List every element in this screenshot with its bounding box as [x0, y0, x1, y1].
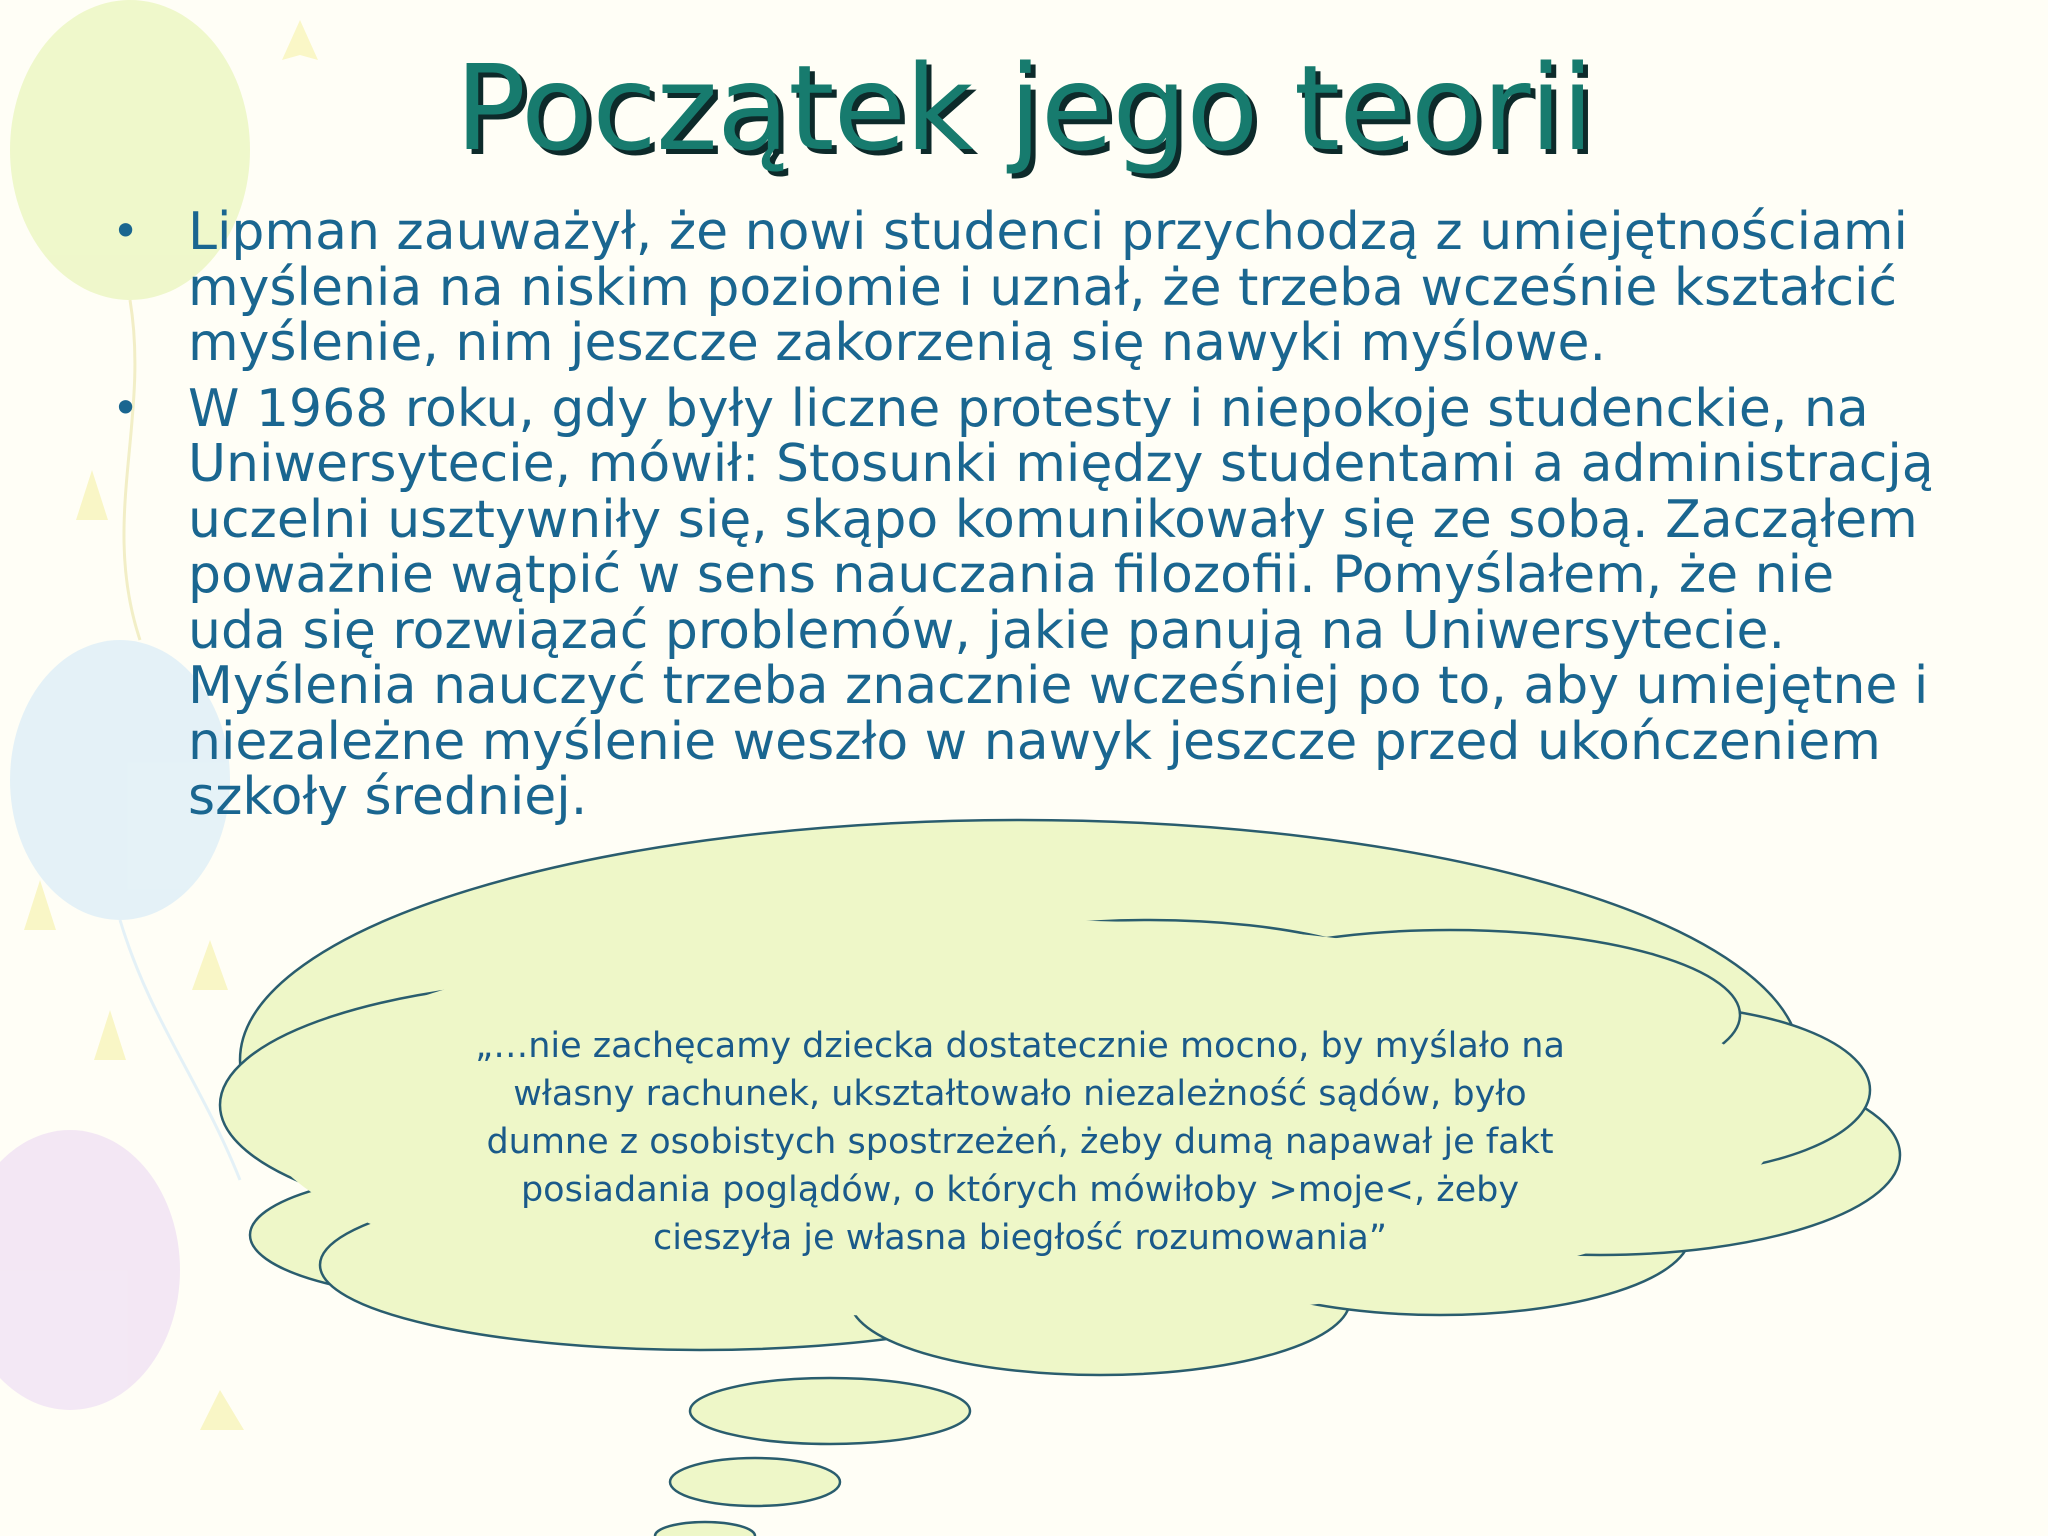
bullet-text: W 1968 roku, gdy były liczne protesty i niepokoje studenckie, na Uniwersytecie, mówił: Stosunki między studentami a administracją uczelni usztywniły się, skąpo komunikowały się ze sobą. Zacząłem poważnie wątpić w sens nauczania filozofii. Pomyślałem, że nie uda się rozwiązać problemów, jakie panują na Uniwersytecie. Myślenia nauczyć trzeba znacznie wcześniej po to, aby umiejętne i niezależne myślenie weszło w nawyk jeszcze przed ukończeniem szkoły średniej. [188, 378, 1934, 827]
thought-bubble-small [670, 1458, 840, 1506]
bullet-text: Lipman zauważył, że nowi studenci przychodzą z umiejętnościami myślenia na niskim poziomie i uznał, że trzeba wcześnie kształcić myślenie, nim jeszcze zakorzenią się nawyki myślowe. [188, 202, 1908, 373]
cloud-quote: „…nie zachęcamy dziecka dostatecznie mocno, by myślało na własny rachunek, ukształtowało niezależność sądów, było dumne z osobistych spostrzeżeń, żeby dumą napawał je fakt posiadania poglądów, o których mówiłoby >moje<, żeby cieszyła je własna biegłość rozumowania” [475, 1026, 1565, 1258]
thought-bubble-small [690, 1378, 970, 1444]
thought-bubble-small [655, 1522, 755, 1536]
slide-title: Początek jego teorii [454, 39, 1594, 177]
bullet-icon: • [112, 380, 140, 435]
bullet-icon: • [112, 204, 140, 258]
